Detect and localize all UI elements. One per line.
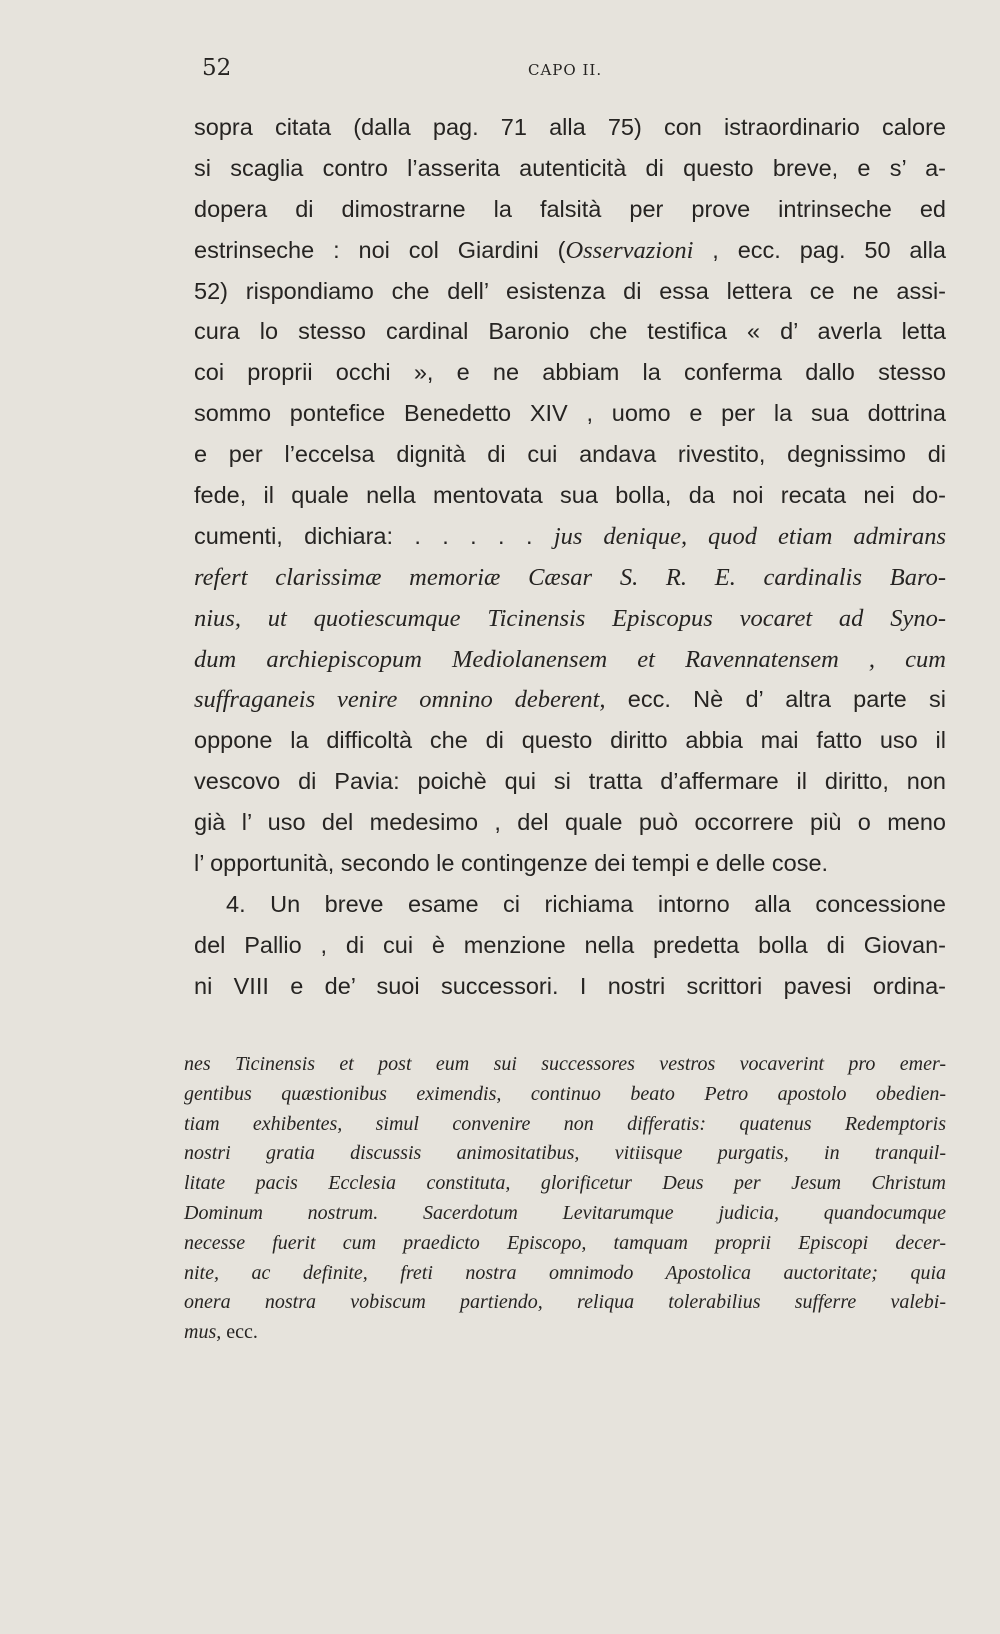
latin-quotation: nius, ut quotiescumque Ticinensis Episcopus vocaret ad Syno- — [194, 604, 946, 632]
text-line: ni VIII e de’ suoi successori. I nostri scrittori pavesi ordina- — [194, 972, 946, 999]
text-line — [194, 679, 946, 720]
text-line: e per l’eccelsa dignità di cui andava rivestito, degnissimo di — [194, 441, 946, 468]
page-number: 52 — [202, 55, 232, 81]
footnote — [184, 1050, 946, 1348]
text-segment: cumenti, dichiara: . . . . . — [194, 522, 554, 549]
cited-title: Osservazioni — [565, 236, 694, 264]
text-segment: ecc. Nè d’ altra parte si — [605, 686, 946, 713]
text-line: sopra citata (dalla pag. 71 alla 75) con istraordinario calore — [194, 114, 946, 140]
text-line: dopera di dimostrarne la falsità per prove intrinseche ed — [194, 195, 946, 222]
text-line: 52) rispondiamo che dell’ esistenza di essa lettera ce ne assi- — [194, 277, 946, 304]
text-line: vescovo di Pavia: poichè qui si tratta d’affermare il diritto, non — [194, 768, 946, 795]
text-line — [194, 639, 946, 680]
text-line: oppone la difficoltà che di questo diritto abbia mai fatto uso il — [194, 727, 946, 754]
footnote-line: onera nostra vobiscum partiendo, reliqua tolerabilius sufferre valebi- — [184, 1291, 946, 1314]
text-line — [194, 230, 946, 271]
text-line — [194, 557, 946, 598]
footnote-line: tiam exhibentes, simul convenire non differatis: quatenus Redemptoris — [184, 1112, 946, 1135]
footnote-line: gentibus quæstionibus eximendis, continuo beato Petro apostolo obedien- — [184, 1082, 946, 1105]
latin-quotation: suffraganeis venire omnino deberent, — [194, 686, 606, 714]
latin-quotation: dum archiepiscopum Mediolanensem et Ravennatensem , cum — [194, 645, 946, 673]
text-line — [194, 516, 946, 557]
footnote-line: Dominum nostrum. Sacerdotum Levitarumque judicia, quandocumque — [184, 1201, 946, 1224]
text-line: sommo pontefice Benedetto XIV , uomo e per la sua dottrina — [194, 400, 946, 427]
text-line: l’ opportunità, secondo le contingenze dei tempi e delle cose. — [194, 850, 829, 877]
text-line: 4. Un breve esame ci richiama intorno alla concessione — [226, 890, 946, 917]
latin-quotation: refert clarissimæ memoriæ Cæsar S. R. E. cardinalis Baro- — [194, 563, 946, 591]
text-line: fede, il quale nella mentovata sua bolla, da noi recata nei do- — [194, 482, 946, 509]
footnote-line: nostri gratia discussis animositatibus, vitiisque purgatis, in tranquil- — [184, 1142, 946, 1165]
running-head: CAPO II. — [528, 61, 603, 79]
text-segment: estrinseche : noi col Giardini ( — [194, 236, 566, 263]
text-line: già l’ uso del medesimo , del quale può occorrere più o meno — [194, 809, 946, 836]
footnote-line: nite, ac definite, freti nostra omnimodo Apostolica auctoritate; quia — [184, 1261, 946, 1284]
text-line — [194, 598, 946, 639]
footnote-line: necesse fuerit cum praedicto Episcopo, tamquam proprii Episcopi decer- — [184, 1231, 946, 1254]
text-segment: ecc. — [221, 1321, 258, 1344]
footnote-line — [184, 1318, 946, 1348]
footnote-line: nes Ticinensis et post eum sui successores vestros vocaverint pro emer- — [184, 1053, 946, 1075]
text-segment: mus, — [184, 1321, 222, 1344]
text-segment: , ecc. pag. 50 alla — [693, 236, 946, 263]
page-header — [202, 55, 946, 85]
text-line: si scaglia contro l’asserita autenticità di questo breve, e s’ a- — [194, 154, 946, 181]
main-text — [194, 107, 946, 1007]
text-line: coi proprii occhi », e ne abbiam la conferma dallo stesso — [194, 359, 946, 386]
latin-quotation: jus denique, quod etiam admirans — [553, 522, 946, 550]
text-line: cura lo stesso cardinal Baronio che testifica « d’ averla letta — [194, 318, 946, 345]
footnote-line: litate pacis Ecclesia constituta, glorificetur Deus per Jesum Christum — [184, 1172, 946, 1195]
text-line: del Pallio , di cui è menzione nella predetta bolla di Giovan- — [194, 931, 946, 958]
